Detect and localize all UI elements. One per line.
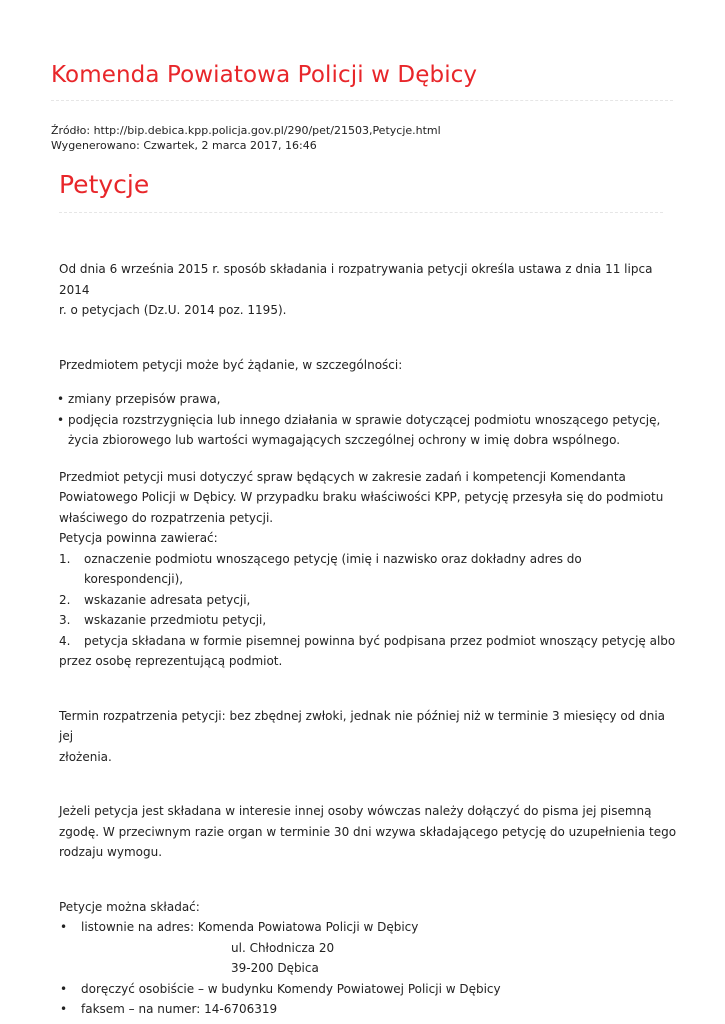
document-meta	[51, 123, 441, 153]
list-item: • faksem – na numer: 14-6706319	[59, 999, 679, 1020]
item-number: 3.	[59, 613, 71, 627]
list-item	[59, 917, 679, 979]
third-party-line: zgodę. W przeciwnym razie organ w terminie 30 dni wzywa składającego petycję do uzupełnienia tego	[59, 824, 677, 839]
list-item-text: podjęcia rozstrzygnięcia lub innego działania w sprawie dotyczącej podmiotu wnoszącego petycję,	[68, 412, 661, 427]
intro-paragraph	[59, 259, 679, 321]
contents-lead: Petycja powinna zawierać:	[59, 531, 218, 545]
list-item-continuation: przez osobę reprezentującą podmiot.	[59, 654, 283, 668]
contents-list	[59, 549, 679, 672]
list-item: • doręczyć osobiście – w budynku Komendy Powiatowej Policji w Dębicy	[59, 979, 679, 1000]
intro-line: r. o petycjach (Dz.U. 2014 poz. 1195).	[59, 303, 287, 317]
address-city: 39-200 Dębica	[231, 961, 319, 975]
submit-list	[59, 917, 679, 1020]
third-party-line: rodzaju wymogu.	[59, 845, 163, 859]
scope-line: Przedmiot petycji musi dotyczyć spraw będących w zakresie zadań i kompetencji Komendanta	[59, 469, 626, 484]
third-party-line: Jeżeli petycja jest składana w interesie innej osoby wówczas należy dołączyć do pisma jej pisemną	[59, 804, 652, 818]
source-line: Źródło: http://bip.debica.kpp.policja.gov.pl/290/pet/21503,Petycje.html	[51, 124, 441, 137]
list-item-text: oznaczenie podmiotu wnoszącego petycję (imię i nazwisko oraz dokładny adres do korespondencji),	[84, 551, 582, 586]
article-body	[59, 259, 679, 1020]
submit-lead: Petycje można składać:	[59, 899, 200, 914]
deadline-line: złożenia.	[59, 749, 112, 764]
item-number: 4.	[59, 633, 71, 648]
address-street: ul. Chłodnicza 20	[231, 940, 335, 955]
list-item-text: życia zbiorowego lub wartości wymagających szczególnej ochrony w imię dobra wspólnego.	[68, 433, 621, 447]
list-item	[59, 631, 679, 652]
list-item-text: wskazanie przedmiotu petycji,	[84, 613, 267, 627]
generated-line: Wygenerowano: Czwartek, 2 marca 2017, 16:46	[51, 139, 317, 152]
list-item: • zmiany przepisów prawa,	[59, 389, 679, 410]
list-item	[59, 610, 679, 631]
item-number: 2.	[59, 592, 71, 607]
third-party-paragraph	[59, 801, 679, 863]
subject-lead: Przedmiotem petycji może być żądanie, w szczególności:	[59, 357, 403, 372]
deadline-line: Termin rozpatrzenia petycji: bez zbędnej zwłoki, jednak nie później niż w terminie 3 miesięcy od dnia jej	[59, 708, 666, 743]
item-number: 1.	[59, 551, 71, 566]
page-title: Petycje	[59, 170, 150, 199]
deadline-paragraph	[59, 706, 679, 768]
title-divider	[59, 212, 663, 213]
subject-list	[59, 389, 679, 451]
intro-line: Od dnia 6 września 2015 r. sposób składania i rozpatrywania petycji określa ustawa z dnia 11 lipca 2014	[59, 262, 653, 297]
scope-line: Powiatowego Policji w Dębicy. W przypadku braku właściwości KPP, petycję przesyła się do podmiotu	[59, 490, 664, 504]
list-item	[59, 410, 679, 451]
site-title: Komenda Powiatowa Policji w Dębicy	[51, 62, 478, 88]
header-divider	[51, 100, 673, 101]
scope-line: właściwego do rozpatrzenia petycji.	[59, 510, 274, 525]
list-item-text: listownie na adres: Komenda Powiatowa Policji w Dębicy	[81, 920, 419, 934]
list-item	[59, 549, 679, 590]
list-item	[59, 590, 679, 611]
scope-paragraph	[59, 467, 679, 529]
list-item-text: wskazanie adresata petycji,	[84, 592, 251, 607]
list-item-text: petycja składana w formie pisemnej powinna być podpisana przez podmiot wnoszący petycję albo	[84, 633, 676, 648]
